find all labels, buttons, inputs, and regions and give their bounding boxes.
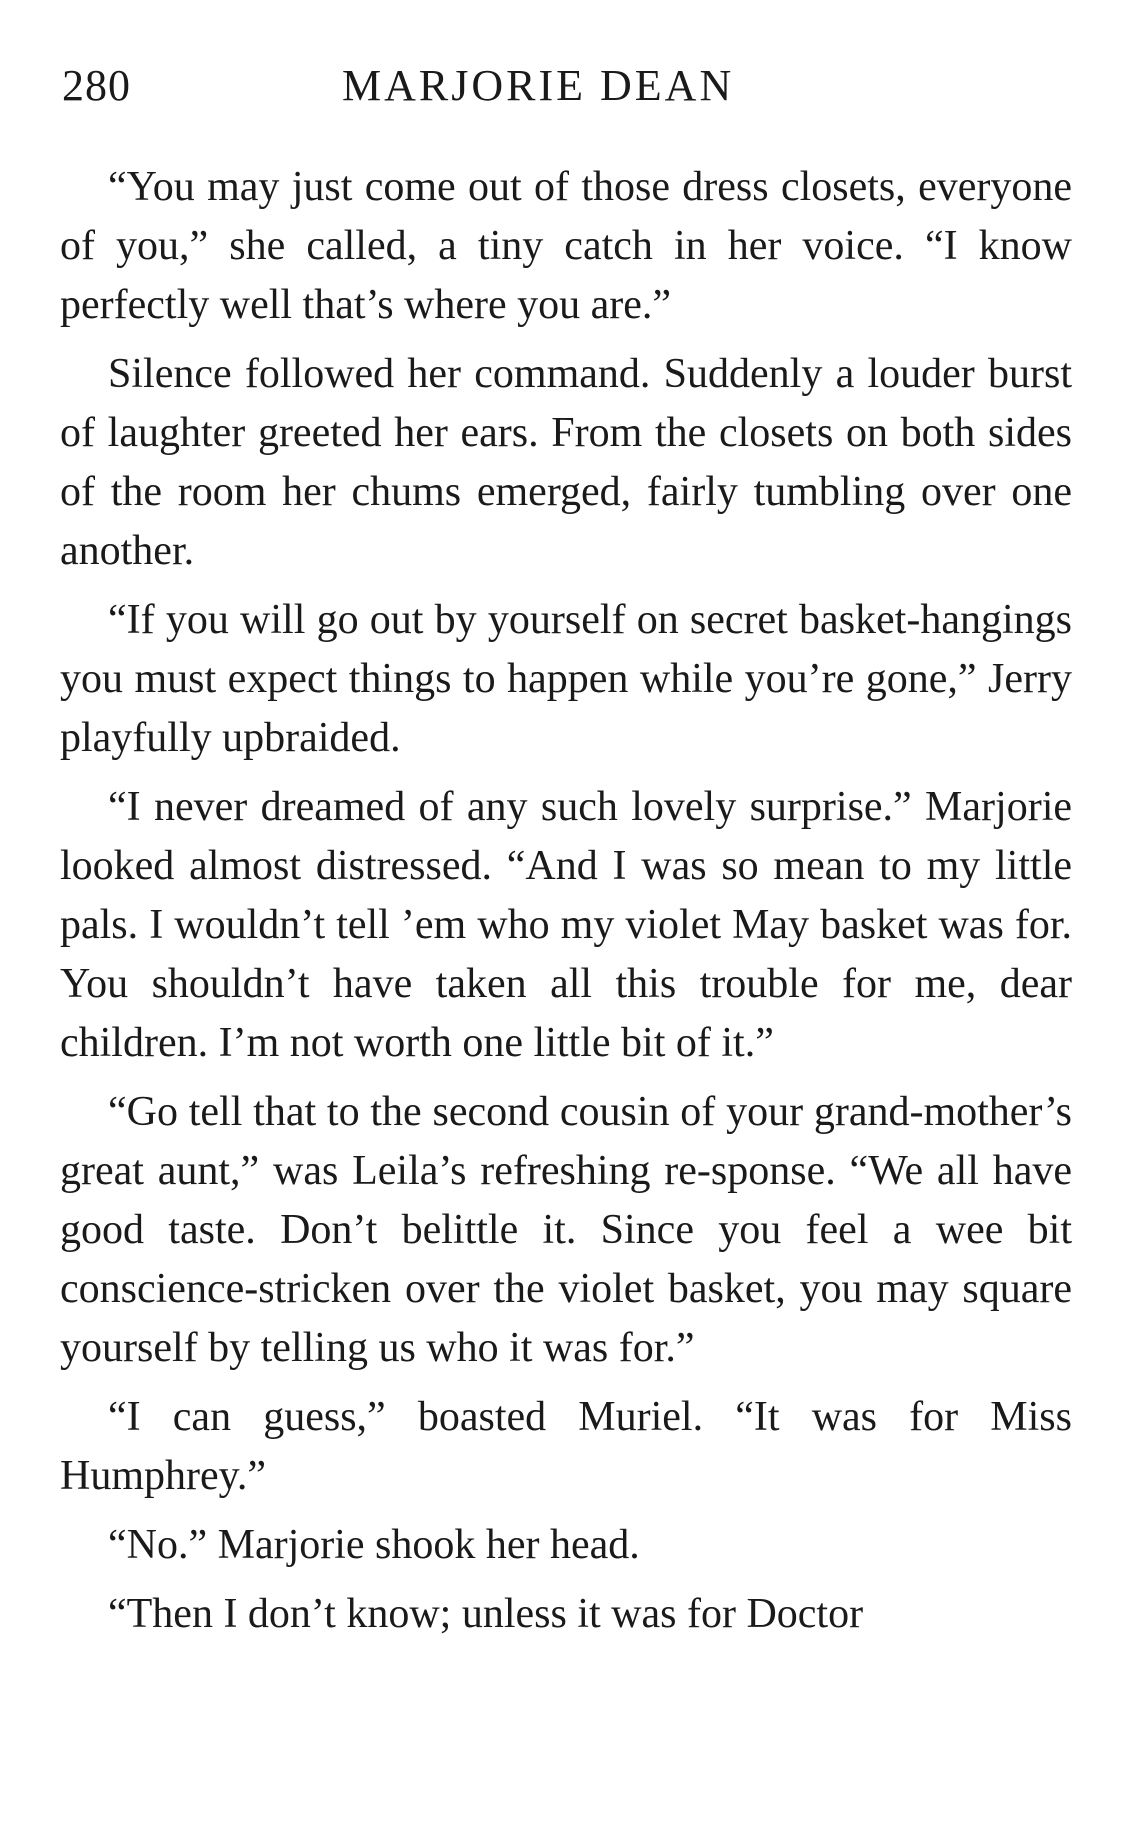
paragraph: “No.” Marjorie shook her head. [108,1522,640,1568]
paragraph: “Go tell that to the second cousin of your grand-mother’s great aunt,” was Leila’s refreshing re-sponse. “We all have good taste. Don’t belittle it. Since you feel a wee bit conscience-stricken over the violet basket, you may square yourself by telling us who it was for.” [60,1089,1072,1371]
paragraph: “You may just come out of those dress closets, everyone of you,” she called, a tiny catch in her voice. “I know perfectly well that’s where you are.” [60,164,1072,328]
paragraph: “Then I don’t know; unless it was for Doctor [108,1591,864,1637]
paragraph: Silence followed her command. Suddenly a louder burst of laughter greeted her ears. From the closets on both sides of the room her chums emerged, fairly tumbling over one another. [60,351,1072,574]
running-title: MARJORIE DEAN [342,61,735,110]
body-text [60,158,1072,1644]
paragraph: “If you will go out by yourself on secret basket-hangings you must expect things to happen while you’re gone,” Jerry playfully upbraided. [60,597,1072,761]
paragraph: “I can guess,” boasted Muriel. “It was for Miss Humphrey.” [60,1394,1072,1499]
page-header [62,60,1072,120]
paragraph: “I never dreamed of any such lovely surprise.” Marjorie looked almost distressed. “And I was so mean to my little pals. I wouldn’t tell ’em who my violet May basket was for. You shouldn’t have taken all this trouble for me, dear children. I’m not worth one little bit of it.” [60,784,1072,1066]
page-number: 280 [62,61,131,110]
